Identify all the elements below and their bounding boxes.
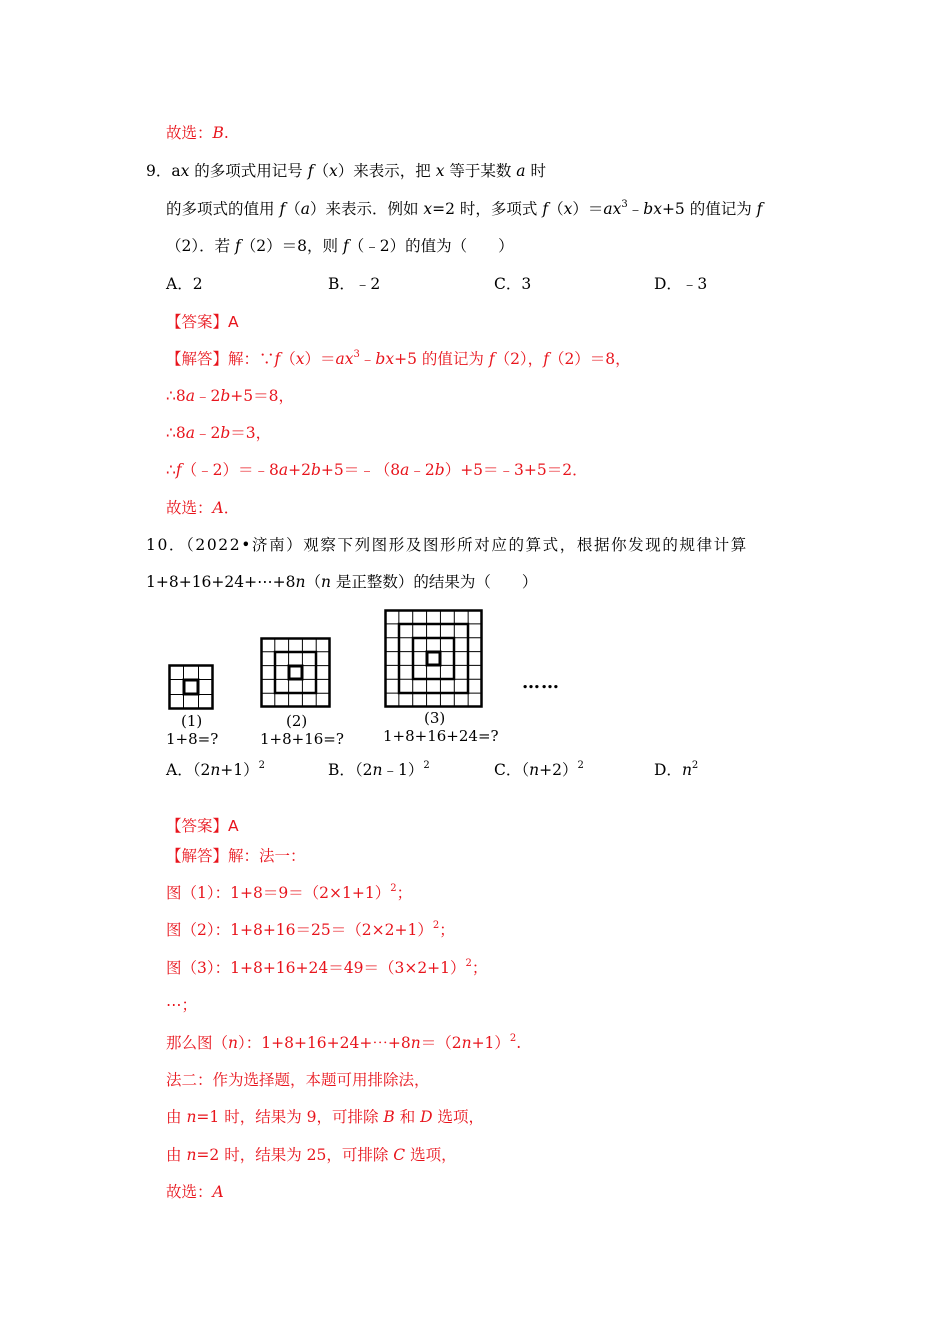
q10-option-a: A．$(2n+1)^2$	[166, 760, 266, 779]
q9-line2: 的多项式的值用 f（a）来表示．例如 x=2 时，多项式 $f(x)=ax^3﹣bx+5$ 的值记为 f	[166, 199, 763, 218]
q9-solution-line4: ∴f（﹣2）＝﹣8a+2b+5＝﹣（8a﹣2b）+5＝﹣3+5＝2．	[166, 461, 588, 479]
q10-solution-line4: 图（3）：$1+8+16+24=49=(3\times 2+1)^2$；	[166, 958, 488, 977]
q10-option-b: B．（2n﹣1）$^2$	[328, 760, 430, 779]
q9-choose: 故选：A．	[166, 499, 240, 517]
q10-solution-line7: 法二：作为选择题，本题可用排除法，	[166, 1071, 430, 1089]
q10-line1: 10．（2022•济南）观察下列图形及图形所对应的算式，根据你发现的规律计算	[146, 536, 748, 554]
q8-choose: 故选：B.	[166, 124, 229, 142]
q9-answer: 【答案】A	[166, 313, 239, 331]
q9-option-c: C．3	[494, 275, 532, 293]
q9-line3: （2）．若 f（2）＝8，则 f（﹣2）的值为（ ）	[166, 237, 514, 255]
figure-1-formula: 1+8=?	[166, 730, 219, 748]
q10-solution-line8: 由 n=1 时，结果为 9，可排除 B 和 D 选项，	[166, 1108, 485, 1126]
q9-solution-line2: ∴8a﹣2b+5＝8，	[166, 387, 295, 405]
q10-option-c: C．$(n+2)^2$	[494, 760, 584, 779]
q10-solution-line3: 图（2）：$1+8+16=25=(2\times 2+1)^2$；	[166, 920, 455, 939]
q9-option-a: A．2	[166, 275, 203, 293]
q10-option-d: D．$n^2$	[654, 760, 699, 779]
q10-solution-line5: ⋯；	[166, 996, 198, 1014]
q10-answer: 【答案】A	[166, 817, 239, 835]
figure-3-grid	[384, 609, 483, 708]
q10-solution-line2: 图（1）：$1+8=9=(2\times 1+1)^2$；	[166, 883, 413, 902]
q10-line2: 1+8+16+24+⋯+8n（n 是正整数）的结果为（ ）	[146, 573, 538, 591]
figure-3-formula: 1+8+16+24=?	[383, 727, 499, 745]
q9-option-b: B．﹣2	[328, 275, 381, 293]
figure-1-label: (1)	[181, 712, 203, 730]
figure-2-label: (2)	[286, 712, 308, 730]
q9-line1: 9．ax 的多项式用记号 f（x）来表示，把 x 等于某数 a 时	[146, 162, 546, 180]
q10-solution-line6: 那么图（n）：$1+8+16+24+\cdots+8n=(2n+1)^2$.	[166, 1033, 522, 1052]
q10-solution-line1: 【解答】解：法一：	[166, 847, 306, 865]
figure-3-label: (3)	[424, 709, 446, 727]
figure-2-formula: 1+8+16=?	[260, 730, 344, 748]
q9-solution-line1: 【解答】解：$\because f(x)=ax^3﹣bx+5$ 的值记为 f（2），f（2）＝8，	[166, 349, 631, 368]
q10-solution-line9: 由 n=2 时，结果为 25，可排除 C 选项，	[166, 1146, 457, 1164]
q9-solution-line3: ∴8a﹣2b＝3，	[166, 424, 272, 442]
q9-option-d: D．﹣3	[654, 275, 708, 293]
figure-2-grid	[260, 637, 331, 708]
q10-choose: 故选：A	[166, 1183, 224, 1201]
figure-1-grid	[168, 664, 214, 710]
figure-ellipsis: ……	[522, 672, 560, 693]
